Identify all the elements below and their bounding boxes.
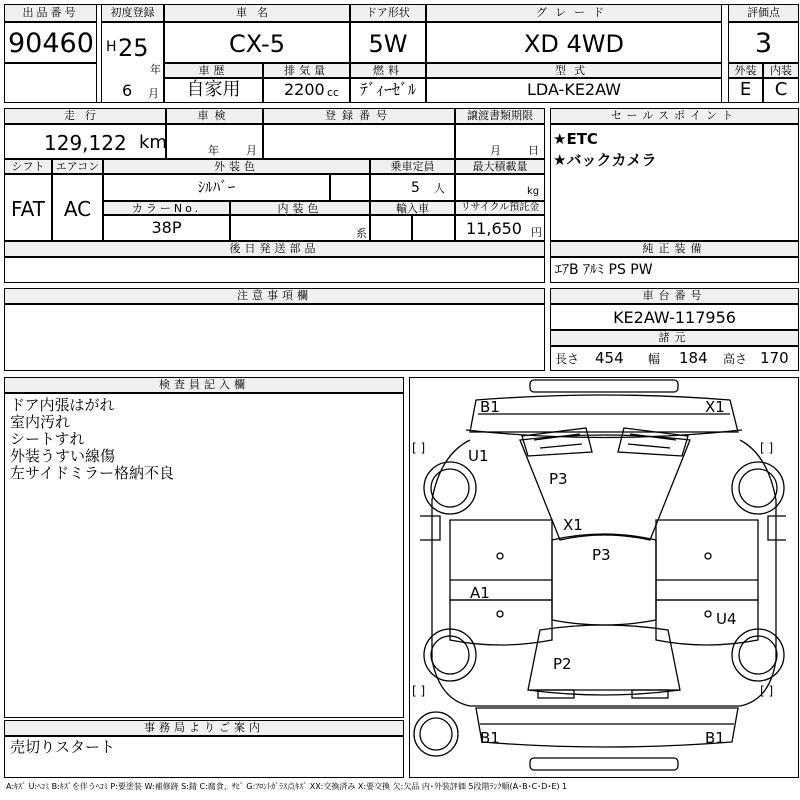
kei-unit: 系 [356, 227, 367, 240]
width-label: 幅 [648, 352, 661, 366]
equip-value: ｴｱB ｱﾙﾐ PS PW [555, 262, 653, 278]
reg-no-label: 登録番号 [325, 109, 393, 122]
model-code-label: 型式 [555, 64, 593, 77]
shift-value: FAT [10, 197, 45, 221]
recycle-label: リサイクル預託金 [460, 202, 540, 213]
score-label: 評価点 [747, 6, 780, 19]
exterior-label: 外装 [734, 64, 757, 77]
mark-front-roof: X1 [563, 516, 583, 534]
int-color-label: 内装色 [277, 202, 323, 215]
recycle-value: 11,650 [466, 219, 522, 238]
person-unit: 人 [434, 182, 445, 195]
transfer-label: 譲渡書類期限 [467, 109, 533, 122]
kg-unit: kg [527, 186, 540, 197]
capacity-value: 5 [411, 180, 420, 196]
reg-no-cell [263, 124, 455, 159]
model-code-value: LDA-KE2AW [527, 80, 621, 99]
ac-value: AC [63, 197, 92, 221]
sales-label: セールスポイント [610, 109, 738, 122]
chassis-label: 車台番号 [642, 289, 707, 302]
mark-windshield: P3 [549, 470, 568, 488]
height-label: 高さ [723, 352, 748, 366]
score-value: 3 [754, 28, 773, 59]
inspection-year-unit: 年 [208, 144, 219, 157]
car-diagram-frame [409, 377, 799, 778]
ext-color-value: ｼﾙﾊﾞｰ [197, 178, 236, 196]
grade-label: グレード [536, 6, 612, 19]
year-value: 25 [118, 34, 149, 62]
km-unit: km [139, 132, 167, 153]
length-label: 長さ [555, 352, 580, 366]
office-text: 売切りスタート [10, 738, 116, 756]
inspector-note-4: 左サイドミラー格納不良 [10, 464, 174, 482]
interior-label: 内装 [770, 64, 792, 77]
displacement-label: 排気量 [284, 64, 329, 77]
mark-front-left: B1 [480, 398, 500, 416]
lot-no-lower-cell [4, 63, 97, 103]
mark-rear-right: B1 [705, 729, 725, 747]
ext-color-label: 外装色 [214, 160, 259, 173]
width-value: 184 [679, 349, 708, 367]
grade-value: XD 4WD [523, 30, 625, 58]
month-unit: 月 [148, 87, 159, 100]
ext-color-extra-cell [330, 174, 370, 201]
int-color-cell [230, 215, 370, 241]
length-value: 454 [595, 349, 624, 367]
office-label: 事務局よりご案内 [144, 721, 264, 734]
mark-left-door: A1 [470, 584, 490, 602]
yen-unit: 円 [531, 226, 542, 239]
door-label: ドア形状 [366, 6, 410, 19]
later-parts-cell [4, 257, 545, 283]
transfer-day-unit: 日 [528, 144, 539, 157]
caution-cell [4, 304, 545, 371]
mark-right-rear: U4 [716, 610, 737, 628]
import-cell-a [370, 215, 412, 241]
bracket-left-top: [ ] [412, 441, 426, 455]
sales-point-0: ★ETC [553, 130, 598, 148]
exterior-value: E [739, 79, 752, 100]
interior-value: C [774, 79, 788, 100]
mark-front-right: X1 [705, 398, 725, 416]
inspector-label: 検査員記入欄 [159, 378, 249, 391]
mileage-label: 走行 [64, 109, 106, 122]
caution-label: 注意事項欄 [237, 289, 312, 302]
mark-rear-left: B1 [480, 729, 500, 747]
inspector-note-3: 外装うすい線傷 [10, 447, 116, 465]
transfer-month-unit: 月 [490, 144, 501, 157]
lot-no-label: 出品番号 [22, 6, 79, 19]
chassis-value: KE2AW-117956 [613, 308, 736, 327]
door-value: 5W [368, 30, 408, 58]
max-load-label: 最大積載量 [472, 160, 528, 173]
dims-label: 諸元 [658, 331, 691, 344]
sales-point-1: ★バックカメラ [553, 151, 657, 169]
year-unit: 年 [150, 63, 161, 76]
mark-roof: P3 [592, 546, 611, 564]
mark-left-fender: U1 [468, 447, 489, 465]
displacement-value: 2200 [284, 80, 325, 99]
inspection-label: 車検 [197, 109, 232, 122]
import-cell-b [412, 215, 455, 241]
history-value: 自家用 [186, 79, 241, 100]
first-reg-label: 初度登録 [110, 6, 155, 19]
fuel-label: 燃料 [373, 64, 403, 77]
shift-label: シフト [11, 160, 45, 173]
car-name-value: CX-5 [229, 30, 285, 58]
ac-label: エアコン [55, 160, 100, 173]
mileage-value: 129,122 [44, 131, 127, 155]
car-name-label: 車名 [236, 6, 278, 19]
later-parts-label: 後日発送部品 [229, 242, 320, 255]
color-no-value: 38P [151, 218, 182, 237]
inspector-note-1: 室内汚れ [10, 413, 71, 431]
capacity-label: 乗車定員 [390, 160, 435, 173]
history-label: 車歴 [198, 64, 229, 77]
bracket-right-top: [ ] [760, 441, 774, 455]
month-value: 6 [122, 81, 133, 100]
height-value: 170 [760, 349, 789, 367]
inspection-month-unit: 月 [246, 144, 257, 157]
era-value: H [106, 39, 117, 55]
import-label: 輸入車 [396, 202, 429, 215]
mark-rear-glass: P2 [553, 655, 572, 673]
bracket-left-bottom: [ ] [412, 684, 426, 698]
color-no-label: カラーNo. [131, 202, 202, 215]
inspector-note-0: ドア内張はがれ [10, 396, 115, 414]
cc-unit: cc [327, 86, 340, 99]
lot-no-value: 90460 [8, 28, 94, 59]
fuel-value: ﾃﾞｨｰｾﾞﾙ [359, 80, 416, 99]
bracket-right-bottom: [ ] [760, 684, 774, 698]
inspector-note-2: シートすれ [10, 430, 85, 448]
equip-label: 純正装備 [642, 242, 707, 255]
legend-text: A:ｷｽﾞ U:ﾍｺﾐ B:ｷｽﾞを伴うﾍｺﾐ P:要塗装 W:補修跡 S:錆 C:腐食、ｻﾋﾞ G:ﾌﾛﾝﾄｶﾞﾗｽ点ｷｽﾞ XX:交換済み X:要交換 欠:欠品 内･外装評価 5段階ﾗﾝｸ順(A･B･C･D･E) 1 [6, 782, 568, 791]
